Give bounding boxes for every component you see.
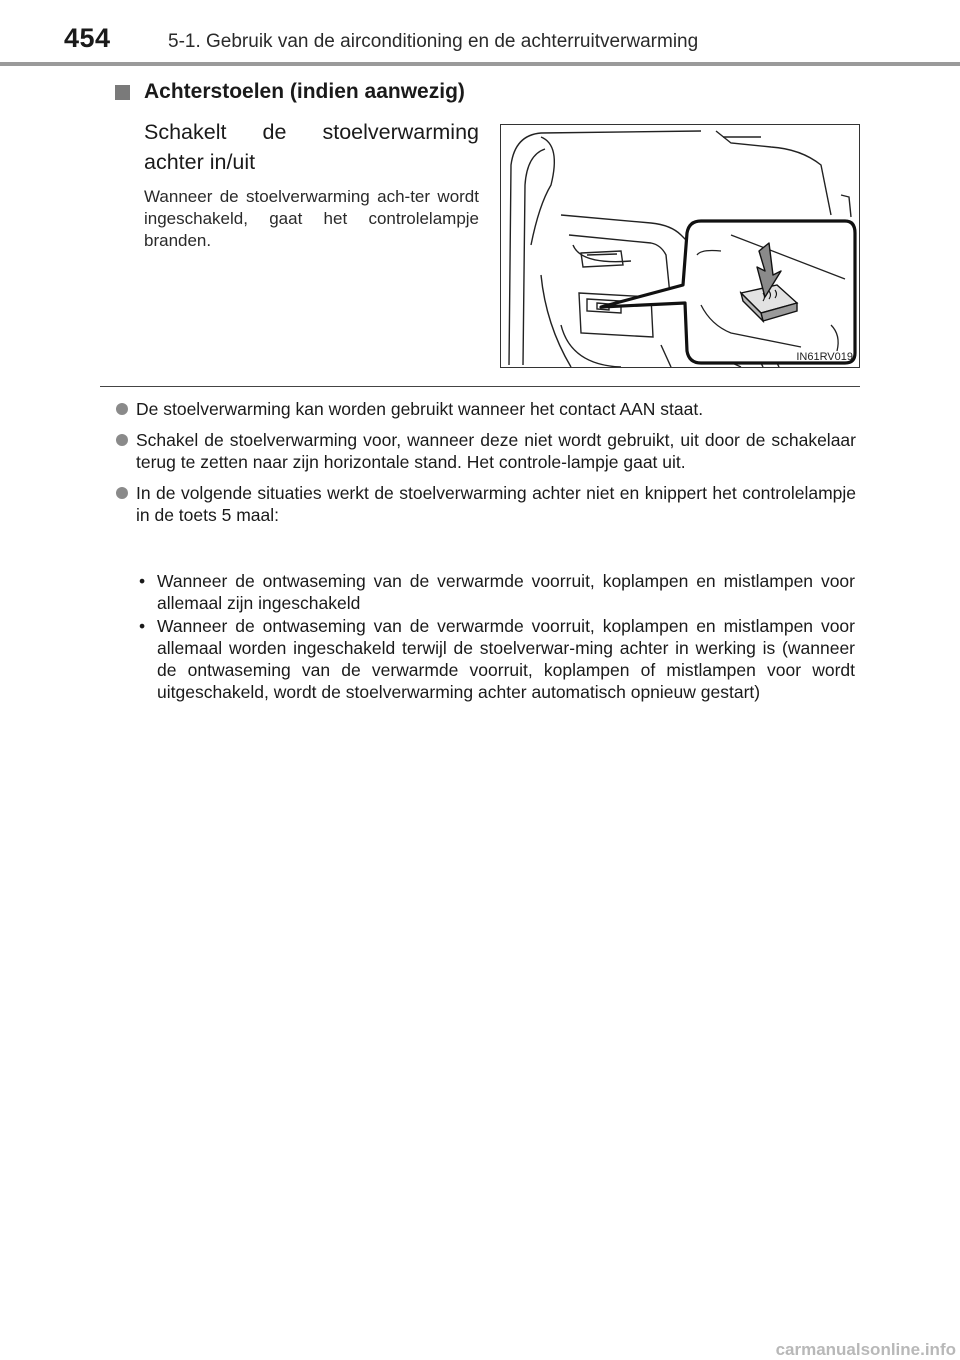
rear-seat-heater-illustration xyxy=(500,124,860,368)
note-text: Schakel de stoelverwarming voor, wanneer deze niet wordt gebruikt, uit door de schakelaar terug te zetten naar zijn horizontale stand. Het controle-lampje gaat uit. xyxy=(136,430,856,472)
door-panel-drawing xyxy=(501,125,859,367)
control-title: Schakelt de stoelverwarming achter in/uit xyxy=(144,120,479,174)
running-head: 5-1. Gebruik van de airconditioning en de achterruitverwarming xyxy=(168,31,699,52)
page-number: 454 xyxy=(64,23,111,53)
situation-item xyxy=(135,615,855,703)
note-item xyxy=(116,482,856,526)
round-bullet-icon xyxy=(116,434,128,446)
round-bullet-icon xyxy=(116,487,128,499)
square-bullet-icon xyxy=(115,85,130,100)
notes-list xyxy=(116,398,856,535)
header-rule xyxy=(0,62,960,66)
note-text: In de volgende situaties werkt de stoelverwarming achter niet en knippert het controlelampje in de toets 5 maal: xyxy=(136,483,856,525)
situation-item xyxy=(135,570,855,614)
note-text: De stoelverwarming kan worden gebruikt wanneer het contact AAN staat. xyxy=(136,399,704,419)
figure-code: IN61RV019 xyxy=(796,351,853,363)
note-item xyxy=(116,429,856,473)
situation-text: Wanneer de ontwaseming van de verwarmde voorruit, koplampen en mistlampen voor allemaal zijn ingeschakeld xyxy=(157,571,855,613)
section-title xyxy=(115,80,465,104)
situation-text: Wanneer de ontwaseming van de verwarmde voorruit, koplampen en mistlampen voor allemaal worden ingeschakeld terwijl de stoelverwar-ming achter in werking is (wanneer de ontwaseming van de verwarmde voorruit, koplampen of mistlampen voor wordt uitgeschakeld, wordt de stoelverwarming achter automatisch opnieuw gestart) xyxy=(157,616,855,702)
watermark: carmanualsonline.info xyxy=(775,1340,956,1359)
control-description: Wanneer de stoelverwarming ach-ter wordt ingeschakeld, gaat het controlelampje branden. xyxy=(144,187,479,250)
round-bullet-icon xyxy=(116,403,128,415)
section-title-text: Achterstoelen (indien aanwezig) xyxy=(144,80,465,103)
situations-list xyxy=(135,570,855,704)
section-divider xyxy=(100,386,860,387)
middle-dot-icon: • xyxy=(139,571,146,591)
middle-dot-icon: • xyxy=(139,616,146,636)
page-header xyxy=(0,0,960,66)
note-item xyxy=(116,398,856,420)
